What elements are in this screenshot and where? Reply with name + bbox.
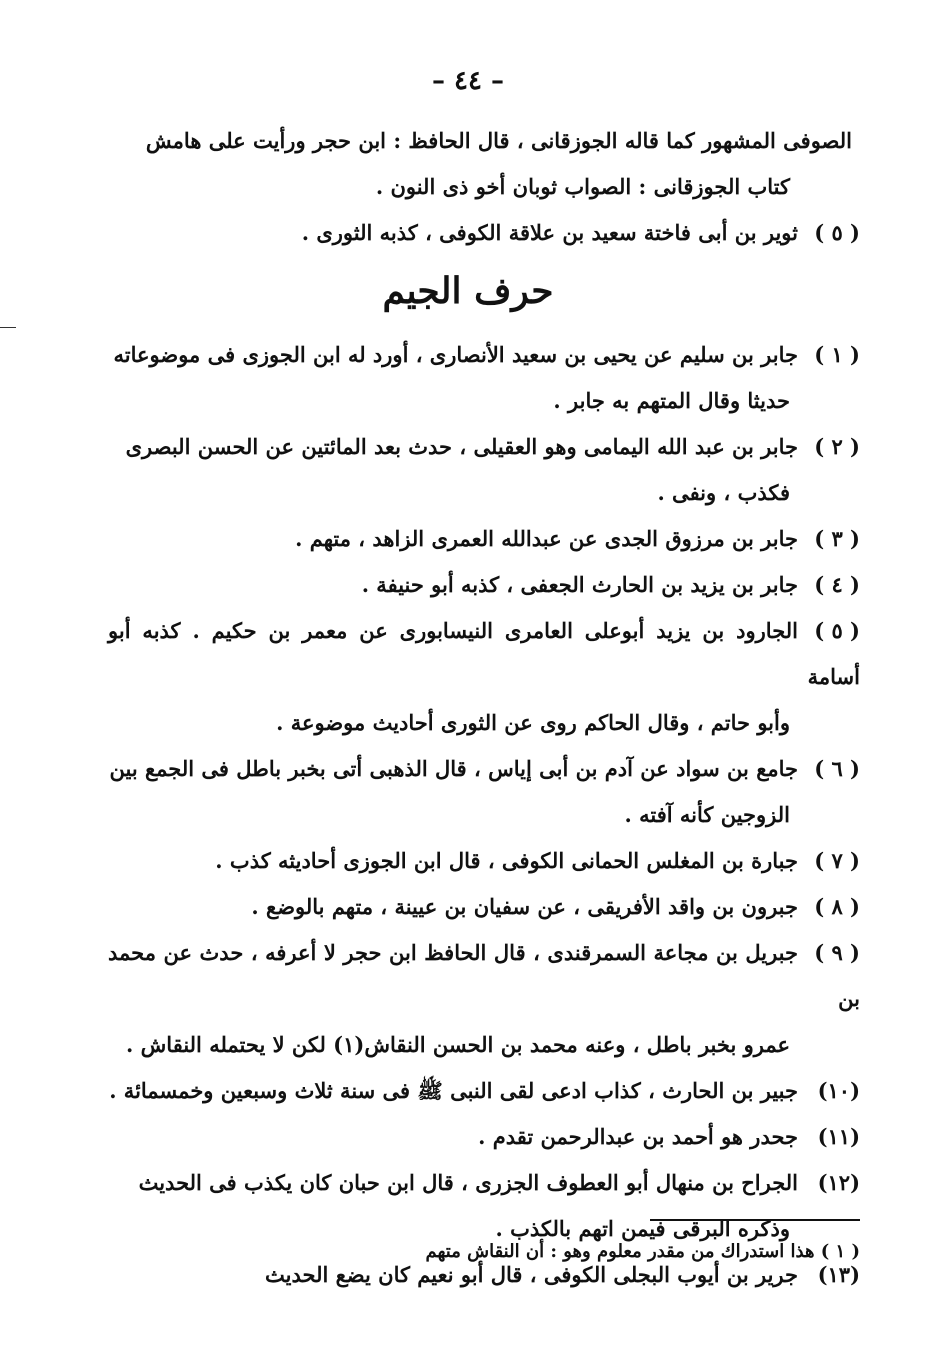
entry-line: جابر بن مرزوق الجدى عن عبدالله العمرى الزاهد ، متهم . xyxy=(295,526,798,551)
entry-number: ( ٦ ) xyxy=(814,756,860,781)
entry-line: فكذب ، ونفى . xyxy=(657,480,790,505)
entry-2 xyxy=(108,424,860,516)
footnote: ( ١ ) هذا استدراك من مقدر معلوم وهو : أن النقاش متهم xyxy=(425,1241,860,1262)
entry-number: ( ٩ ) xyxy=(814,940,860,965)
entry-8 xyxy=(108,884,860,930)
entry-line: جبير بن الحارث ، كذاب ادعى لقى النبى ﷺ فى سنة ثلاث وسبعين وخمسمائة . xyxy=(109,1078,798,1103)
intro-line: الصوفى المشهور كما قاله الجوزقانى ، قال الحافظ : ابن حجر ورأيت على هامش xyxy=(145,128,852,153)
entry-number: ( ٣ ) xyxy=(814,526,860,551)
entry-number: ( ٧ ) xyxy=(814,848,860,873)
entry-number: ( ٤ ) xyxy=(814,572,860,597)
entry-line: جحدر هو أحمد بن عبدالرحمن تقدم . xyxy=(478,1124,798,1149)
entry-line: وذكره البرقى فيمن اتهم بالكذب . xyxy=(495,1216,790,1241)
entry-1 xyxy=(108,332,860,424)
entry-number: (١١) xyxy=(817,1124,860,1149)
entry-6 xyxy=(108,746,860,838)
entry-line: جبريل بن مجاعة السمرقندى ، قال الحافظ ابن حجر لا أعرفه ، حدث عن محمد بن xyxy=(108,940,860,1011)
entry-number: (١٣) xyxy=(817,1262,860,1287)
entry-line: الجراح بن منهال أبو العطوف الجزرى ، قال ابن حبان كان يكذب فى الحديث xyxy=(138,1170,798,1195)
entry-line: جبارة بن المغلس الحمانى الكوفى ، قال ابن الجوزى أحاديثه كذب . xyxy=(215,848,798,873)
entries-list xyxy=(108,332,860,1298)
entry-prev-5 xyxy=(108,210,860,256)
entry-9 xyxy=(108,930,860,1068)
entry-line: حديثا وقال المتهم به جابر . xyxy=(553,388,790,413)
entry-line: الزوجين كأنه آفته . xyxy=(624,802,790,827)
entry-line: عمرو بخبر باطل ، وعنه محمد بن الحسن النقاش(١) لكن لا يحتمله النقاش . xyxy=(126,1032,790,1057)
intro-block xyxy=(108,118,860,256)
entry-line: ثوير بن أبى فاختة سعيد بن علاقة الكوفى ، كذبه الثورى . xyxy=(301,220,798,245)
entry-3 xyxy=(108,516,860,562)
entry-number: (١٠) xyxy=(817,1078,860,1103)
intro-line: كتاب الجوزقانى : الصواب ثوبان أخو ذى النون . xyxy=(375,174,790,199)
entry-line: جامع بن سواد عن آدم بن أبى إياس ، قال الذهبى أتى بخبر باطل فى الجمع بين xyxy=(109,756,798,781)
footnote-divider xyxy=(650,1219,860,1221)
entry-number: ( ١ ) xyxy=(814,342,860,367)
entry-line: الجارود بن يزيد أبوعلى العامرى النيسابورى عن معمر بن حكيم . كذبه أبو أسامة xyxy=(108,618,860,689)
entry-number: ( ٨ ) xyxy=(814,894,860,919)
entry-11 xyxy=(108,1114,860,1160)
entry-line: جابر بن يزيد بن الحارث الجعفى ، كذبه أبو حنيفة . xyxy=(361,572,798,597)
margin-mark xyxy=(0,327,16,328)
entry-number: ( ٥ ) xyxy=(814,618,860,643)
page-number: – ٤٤ – xyxy=(431,66,505,96)
entry-line: جرير بن أيوب البجلى الكوفى ، قال أبو نعيم كان يضع الحديث xyxy=(265,1262,798,1287)
entry-number: ( ٥ ) xyxy=(814,220,860,245)
entry-number: (١٢) xyxy=(817,1170,860,1195)
entry-line: وأبو حاتم ، وقال الحاكم روى عن الثورى أحاديث موضوعة . xyxy=(276,710,790,735)
entry-7 xyxy=(108,838,860,884)
entry-line: جابر بن سليم عن يحيى بن سعيد الأنصارى ، أورد له ابن الجوزى فى موضوعاته xyxy=(113,342,798,367)
entry-4 xyxy=(108,562,860,608)
section-heading: حرف الجيم xyxy=(382,270,554,312)
entry-line: جبرون بن واقد الأفريقى ، عن سفيان بن عيينة ، متهم بالوضع . xyxy=(251,894,798,919)
entry-10 xyxy=(108,1068,860,1114)
entry-5 xyxy=(108,608,860,746)
entry-line: جابر بن عبد الله اليمامى وهو العقيلى ، حدث بعد المائتين عن الحسن البصرى xyxy=(125,434,798,459)
entry-number: ( ٢ ) xyxy=(814,434,860,459)
